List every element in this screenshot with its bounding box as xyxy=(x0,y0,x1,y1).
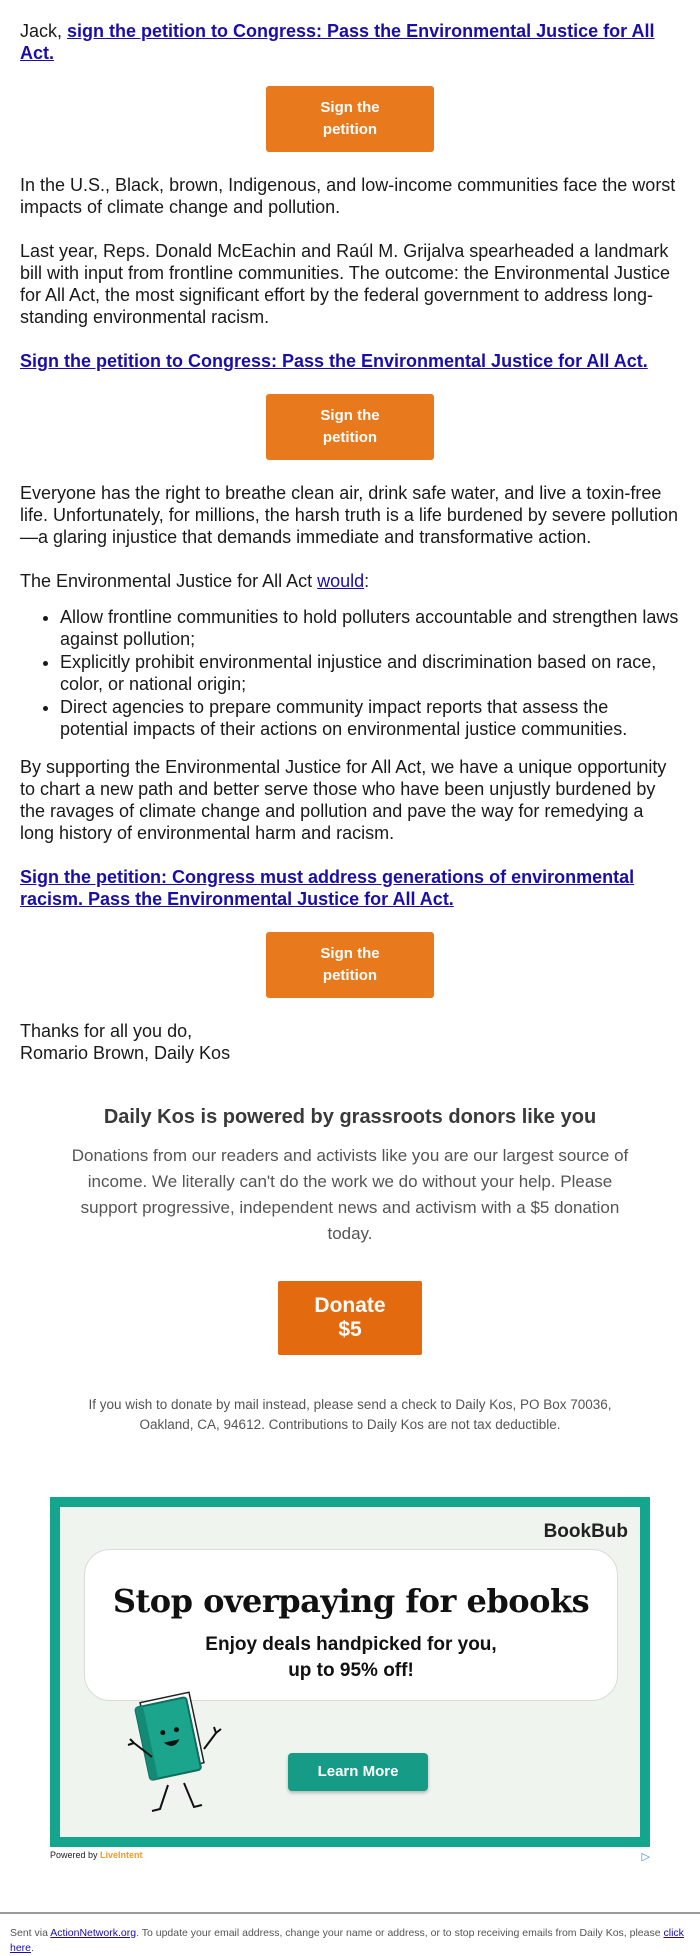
learn-more-button[interactable]: Learn More xyxy=(288,1753,428,1791)
sign-petition-button-2[interactable]: Sign the petition xyxy=(266,394,434,460)
donation-title: Daily Kos is powered by grassroots donors like you xyxy=(103,1106,597,1128)
sign-petition-button-1[interactable]: Sign the petition xyxy=(266,86,434,152)
liveintent-logo: LiveIntent xyxy=(100,1850,143,1860)
list-item: • Explicitly prohibit environmental injustice and discrimination based on race, color, or national origin; xyxy=(60,651,680,695)
petition-button-row-2 xyxy=(20,394,680,460)
footer-middle: . To update your email address, change your name or address, or to stop receiving emails from Daily Kos, please xyxy=(136,1927,664,1939)
paragraph-4 xyxy=(20,570,680,592)
ad-headline: Stop overpaying for ebooks xyxy=(112,1582,590,1620)
list-item: • Direct agencies to prepare community impact reports that assess the potential impacts of their actions on environmental justice communities. xyxy=(60,696,680,740)
powered-by-label: Powered by xyxy=(50,1850,98,1860)
ad-sub-line-1: Enjoy deals handpicked for you, xyxy=(205,1634,497,1655)
petition-link-bottom[interactable]: Sign the petition: Congress must address generations of environmental racism. Pass the Environmental Justice for All Act. xyxy=(20,867,635,909)
paragraph-3: Everyone has the right to breathe clean air, drink safe water, and live a toxin-free life. Unfortunately, for millions, the harsh truth is a life burdened by severe pollution—a glaring injustice that demands immediate and transformative action. xyxy=(20,483,679,547)
footer-suffix: . xyxy=(31,1942,34,1954)
sign-petition-button-3[interactable]: Sign the petition xyxy=(266,932,434,998)
petition-button-row-3 xyxy=(20,932,680,998)
mail-donation-note: If you wish to donate by mail instead, please send a check to Daily Kos, PO Box 70036, Oakland, CA, 94612. Contributions to Daily Kos are not tax deductible. xyxy=(88,1397,612,1432)
ad-subheadline xyxy=(85,1632,617,1684)
donation-text: Donations from our readers and activists like you are our largest source of income. We literally can't do the work we do without your help. Please support progressive, independent news and activism with a $5 donation today. xyxy=(71,1146,629,1243)
petition-link-middle[interactable]: Sign the petition to Congress: Pass the Environmental Justice for All Act. xyxy=(20,351,648,371)
petition-link-paragraph-2 xyxy=(20,350,680,372)
act-bullet-list xyxy=(20,606,680,740)
petition-link-top[interactable]: sign the petition to Congress: Pass the Environmental Justice for All Act. xyxy=(20,21,655,63)
greeting-paragraph xyxy=(20,20,680,64)
petition-link-paragraph-3 xyxy=(20,866,680,910)
ad-card xyxy=(84,1549,618,1701)
ad-powered-by xyxy=(50,1850,650,1864)
donate-button[interactable]: Donate $5 xyxy=(278,1281,422,1355)
signoff-line-2: Romario Brown, Daily Kos xyxy=(20,1043,231,1063)
email-footer xyxy=(0,1914,700,1956)
advertisement xyxy=(50,1497,650,1864)
book-mascot-illustration xyxy=(122,1687,222,1817)
paragraph-4-suffix: : xyxy=(364,571,370,591)
ad-sub-line-2: up to 95% off! xyxy=(288,1660,414,1681)
bookbub-logo: BookBub xyxy=(543,1521,628,1542)
paragraph-5: By supporting the Environmental Justice for All Act, we have a unique opportunity to chart a new path and better serve those who have been unjustly burdened by the ravages of climate change and pollution and pave the way for remedying a long history of environmental harm and racism. xyxy=(20,757,667,843)
paragraph-2: Last year, Reps. Donald McEachin and Raúl M. Grijalva spearheaded a landmark bill with input from frontline communities. The outcome: the Environmental Justice for All Act, the most significant effort by the federal government to address long-standing environmental racism. xyxy=(20,241,670,327)
actionnetwork-link[interactable]: ActionNetwork.org xyxy=(50,1927,137,1939)
donation-section xyxy=(0,1106,700,1435)
signoff xyxy=(20,1020,680,1064)
ad-banner[interactable] xyxy=(50,1497,650,1847)
footer-prefix: Sent via xyxy=(10,1927,51,1939)
signoff-line-1: Thanks for all you do, xyxy=(20,1021,193,1041)
unsubscribe-link[interactable]: click here xyxy=(10,1927,684,1954)
adchoices-icon[interactable]: ▷ xyxy=(641,1851,650,1863)
greeting: Jack, xyxy=(20,21,63,41)
paragraph-1: In the U.S., Black, brown, Indigenous, and low-income communities face the worst impacts of climate change and pollution. xyxy=(20,175,676,217)
paragraph-4-prefix: The Environmental Justice for All Act xyxy=(20,571,318,591)
list-item: • Allow frontline communities to hold polluters accountable and strengthen laws against pollution; xyxy=(60,606,680,650)
petition-button-row-1 xyxy=(20,86,680,152)
would-link[interactable]: would xyxy=(317,571,365,591)
